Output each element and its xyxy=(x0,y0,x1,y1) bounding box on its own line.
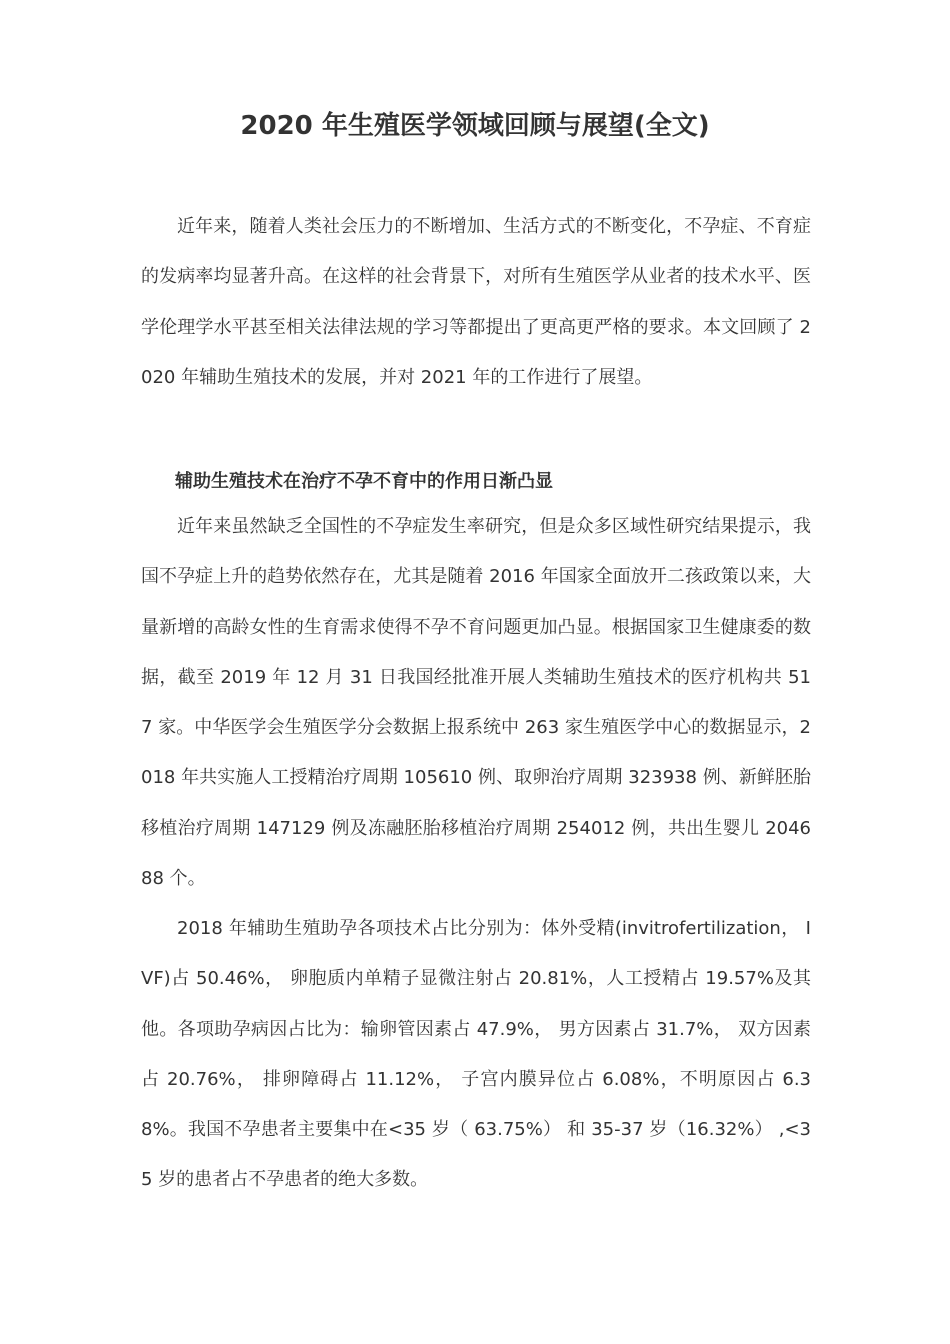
intro-paragraph: 近年来，随着人类社会压力的不断增加、生活方式的不断变化，不孕症、不育症的发病率均显著升高。在这样的社会背景下，对所有生殖医学从业者的技术水平、医学伦理学水平甚至相关法律法规的学习等都提出了更高更严格的要求。本文回顾了 2020 年辅助生殖技术的发展，并对 2021 年的工作进行了展望。 xyxy=(141,216,811,388)
page-title: 2020 年生殖医学领域回顾与展望(全文) xyxy=(240,111,710,141)
section-paragraph-2: 2018 年辅助生殖助孕各项技术占比分别为：体外受精(invitrofertilization， IVF)占 50.46%， 卵胞质内单精子显微注射占 20.81%，人工授精占 19.57%及其他。各项助孕病因占比为：输卵管因素占 47.9%， 男方因素占 31.7%， 双方因素占 20.76%， 排卵障碍占 11.12%， 子宫内膜异位占 6.08%，不明原因占 6.38%。我国不孕患者主要集中在<35 岁（ 63.75%） 和 35-37 岁（16.32%） ,<35 岁的患者占不孕患者的绝大多数。 xyxy=(141,918,811,1191)
section-paragraph-1: 近年来虽然缺乏全国性的不孕症发生率研究，但是众多区域性研究结果提示，我国不孕症上升的趋势依然存在，尤其是随着 2016 年国家全面放开二孩政策以来，大量新增的高龄女性的生育需求使得不孕不育问题更加凸显。根据国家卫生健康委的数据，截至 2019 年 12 月 31 日我国经批准开展人类辅助生殖技术的医疗机构共 517 家。中华医学会生殖医学分会数据上报系统中 263 家生殖医学中心的数据显示，2018 年共实施人工授精治疗周期 105610 例、取卵治疗周期 323938 例、新鲜胚胎移植治疗周期 147129 例及冻融胚胎移植治疗周期 254012 例，共出生婴儿 204688 个。 xyxy=(141,516,811,890)
section-heading: 辅助生殖技术在治疗不孕不育中的作用日渐凸显 xyxy=(175,471,553,492)
